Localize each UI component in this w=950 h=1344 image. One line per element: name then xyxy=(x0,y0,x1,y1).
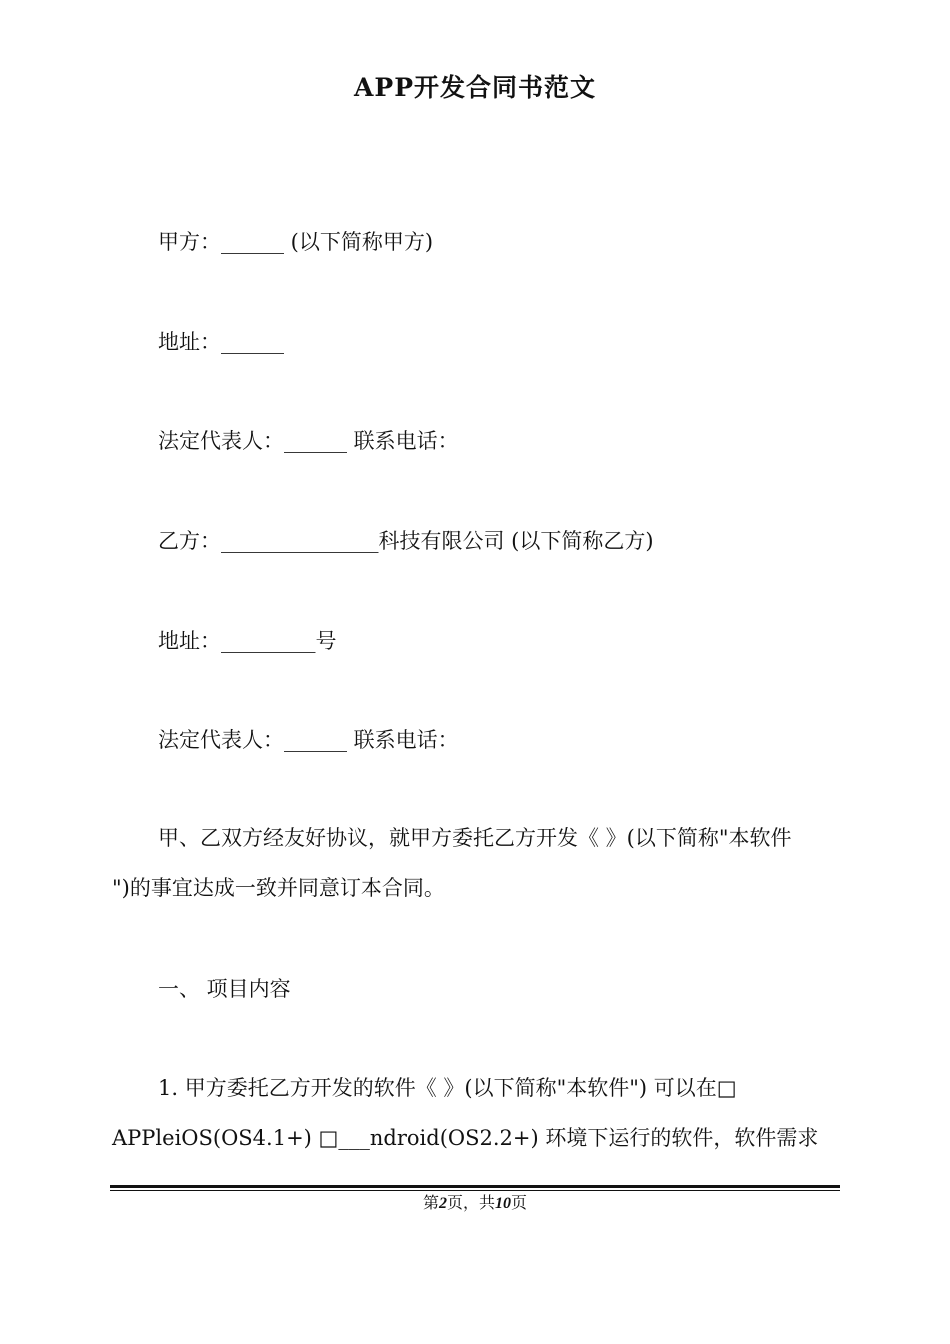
intro-paragraph-line-2: ")的事宜达成一致并同意订本合同。 xyxy=(112,876,445,900)
footer-rule-thin xyxy=(110,1190,840,1191)
footer-prefix: 第 xyxy=(422,1195,439,1212)
party-a-line: 甲方：______ (以下简称甲方) xyxy=(158,230,434,254)
item-1-paragraph xyxy=(112,1063,842,1163)
page-footer xyxy=(0,1193,950,1215)
party-b-line: 乙方：_______________科技有限公司 (以下简称乙方) xyxy=(158,529,654,553)
intro-paragraph-line-1: 甲、乙双方经友好协议，就甲方委托乙方开发《 》(以下简称"本软件 xyxy=(158,826,792,850)
intro-paragraph xyxy=(112,813,842,913)
item-1-line-1: 1. 甲方委托乙方开发的软件《 》(以下简称"本软件") 可以在□ xyxy=(158,1076,737,1100)
party-b-address-line: 地址：_________号 xyxy=(158,629,337,653)
party-b-representative-line: 法定代表人：______ 联系电话： xyxy=(158,728,459,752)
section-heading: 一、 项目内容 xyxy=(158,977,291,1001)
footer-rule-thick xyxy=(110,1185,840,1188)
footer-page-number: 2 xyxy=(438,1195,447,1212)
item-1-line-2: APPleiOS(OS4.1+) □___ndroid(OS2.2+) 环境下运行的软件，软件需求 xyxy=(112,1126,819,1150)
document-title: APP开发合同书范文 xyxy=(354,73,596,102)
party-a-address-line: 地址：______ xyxy=(158,330,284,354)
party-a-representative-line: 法定代表人：______ 联系电话： xyxy=(158,429,459,453)
footer-middle: 页，共 xyxy=(446,1195,495,1212)
footer-total-pages: 10 xyxy=(495,1195,511,1212)
footer-suffix: 页 xyxy=(511,1195,528,1212)
